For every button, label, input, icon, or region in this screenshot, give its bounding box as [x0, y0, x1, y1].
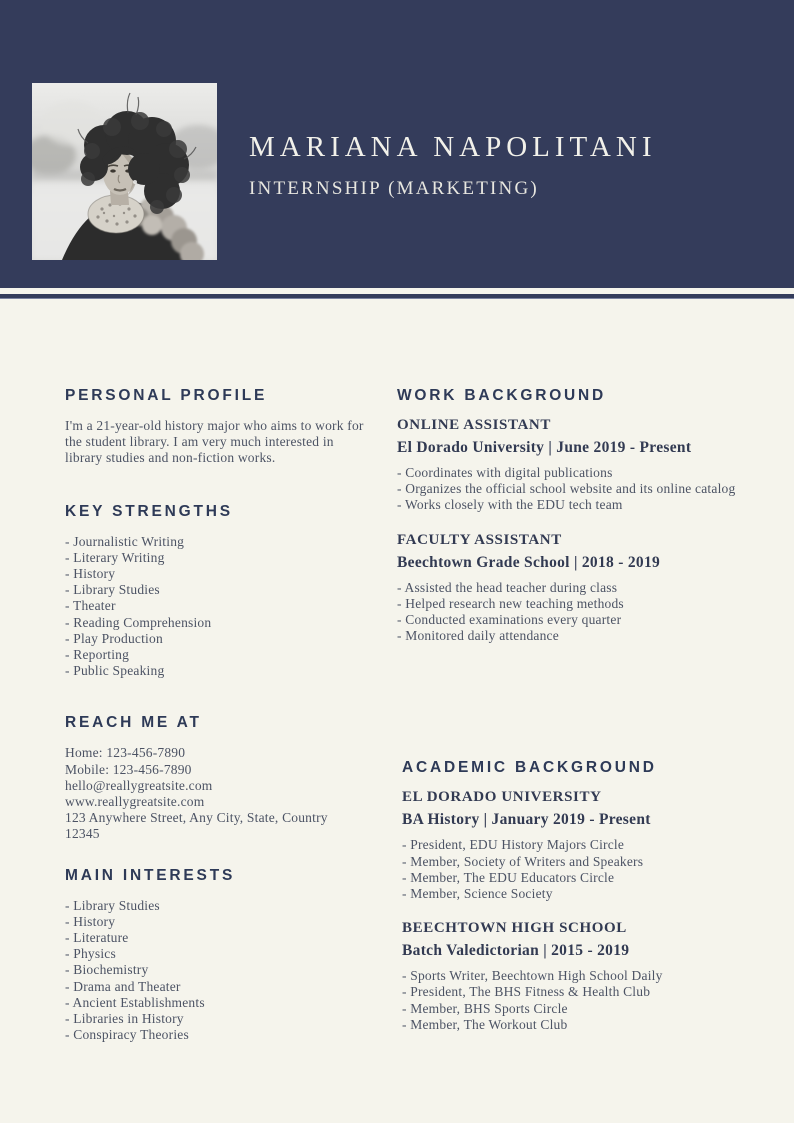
academic-entry-university	[402, 790, 782, 902]
academic-activities-list	[402, 968, 782, 1033]
section-title-academic-background: ACADEMIC BACKGROUND	[402, 759, 657, 777]
header-banner	[0, 0, 794, 288]
list-item: - Member, The Workout Club	[402, 1016, 568, 1032]
left-column	[65, 387, 377, 1043]
list-item: - Conducted examinations every quarter	[397, 612, 622, 628]
job-org-dates: El Dorado University | June 2019 - Present	[397, 439, 692, 456]
section-title-work-background: WORK BACKGROUND	[397, 387, 607, 404]
list-item: - Library Studies	[65, 582, 160, 598]
list-item: - Ancient Establishments	[65, 994, 205, 1010]
contact-zip: 12345	[65, 826, 100, 842]
list-item: - Monitored daily attendance	[397, 628, 559, 644]
list-item: - Play Production	[65, 630, 163, 646]
list-item: - History	[65, 913, 116, 929]
job-org-dates: Beechtown Grade School | 2018 - 2019	[397, 553, 661, 571]
list-item: - Public Speaking	[65, 663, 165, 679]
resume-body	[0, 299, 794, 1123]
list-item: - Member, The EDU Educators Circle	[402, 869, 615, 885]
section-title-main-interests: MAIN INTERESTS	[65, 866, 236, 884]
right-column	[397, 387, 782, 1033]
job-title: FACULTY ASSISTANT	[397, 531, 562, 548]
section-title-key-strengths: KEY STRENGTHS	[65, 502, 233, 520]
header-text-block	[249, 132, 656, 199]
person-name: MARIANA NAPOLITANI	[249, 131, 657, 163]
profile-photo-image	[32, 83, 217, 260]
school-name: BEECHTOWN HIGH SCHOOL	[402, 920, 627, 937]
contact-email: hello@reallygreatsite.com	[65, 777, 213, 793]
degree-dates: Batch Valedictorian | 2015 - 2019	[402, 942, 630, 960]
list-item: - Physics	[65, 946, 116, 962]
section-title-reach-me-at: REACH ME AT	[65, 714, 202, 732]
contact-website: www.reallygreatsite.com	[65, 794, 205, 810]
list-item: - Conspiracy Theories	[65, 1027, 189, 1043]
job-duties-list	[397, 465, 782, 514]
work-entry-faculty-assistant	[397, 533, 782, 645]
position-subtitle: INTERNSHIP (MARKETING)	[249, 178, 539, 199]
list-item: - Member, Society of Writers and Speakers	[402, 853, 644, 869]
list-item: - Coordinates with digital publications	[397, 465, 613, 480]
list-item: - History	[65, 566, 116, 582]
list-item: - Organizes the official school website and its online catalog	[397, 481, 736, 497]
list-item: - Member, Science Society	[402, 886, 553, 902]
academic-entry-high-school	[402, 921, 782, 1033]
job-duties-list	[397, 580, 782, 645]
list-item: - Theater	[65, 598, 116, 614]
list-item: - Libraries in History	[65, 1011, 184, 1027]
list-item: - Works closely with the EDU tech team	[397, 497, 623, 513]
main-interests-list	[65, 898, 377, 1044]
contact-mobile-phone: Mobile: 123-456-7890	[65, 761, 192, 777]
personal-profile-text: I'm a 21-year-old history major who aims to work for the student library. I am very much interested in library studies and non-fiction works.	[65, 418, 364, 466]
list-item: - Literary Writing	[65, 549, 165, 565]
list-item: - Member, BHS Sports Circle	[402, 1000, 568, 1016]
academic-background-block	[402, 759, 782, 1033]
list-item: - Journalistic Writing	[65, 533, 185, 549]
list-item: - Drama and Theater	[65, 978, 181, 994]
list-item: - Assisted the head teacher during class	[397, 579, 618, 595]
section-title-personal-profile: PERSONAL PROFILE	[65, 387, 268, 404]
list-item: - Sports Writer, Beechtown High School Daily	[402, 968, 663, 984]
list-item: - Helped research new teaching methods	[397, 595, 624, 611]
list-item: - Literature	[65, 930, 129, 946]
key-strengths-list	[65, 534, 377, 680]
school-name: EL DORADO UNIVERSITY	[402, 789, 602, 806]
list-item: - Library Studies	[65, 897, 160, 913]
degree-dates: BA History | January 2019 - Present	[402, 811, 651, 829]
list-item: - Biochemistry	[65, 962, 149, 978]
job-title: ONLINE ASSISTANT	[397, 417, 551, 433]
profile-photo	[32, 83, 217, 260]
list-item: - President, EDU History Majors Circle	[402, 837, 625, 853]
contact-home-phone: Home: 123-456-7890	[65, 745, 186, 761]
work-entry-online-assistant	[397, 418, 782, 514]
list-item: - Reporting	[65, 647, 130, 663]
list-item: - Reading Comprehension	[65, 614, 212, 630]
contact-lines	[65, 745, 377, 842]
academic-activities-list	[402, 837, 782, 902]
contact-address: 123 Anywhere Street, Any City, State, Country	[65, 810, 328, 826]
list-item: - President, The BHS Fitness & Health Club	[402, 984, 651, 1000]
